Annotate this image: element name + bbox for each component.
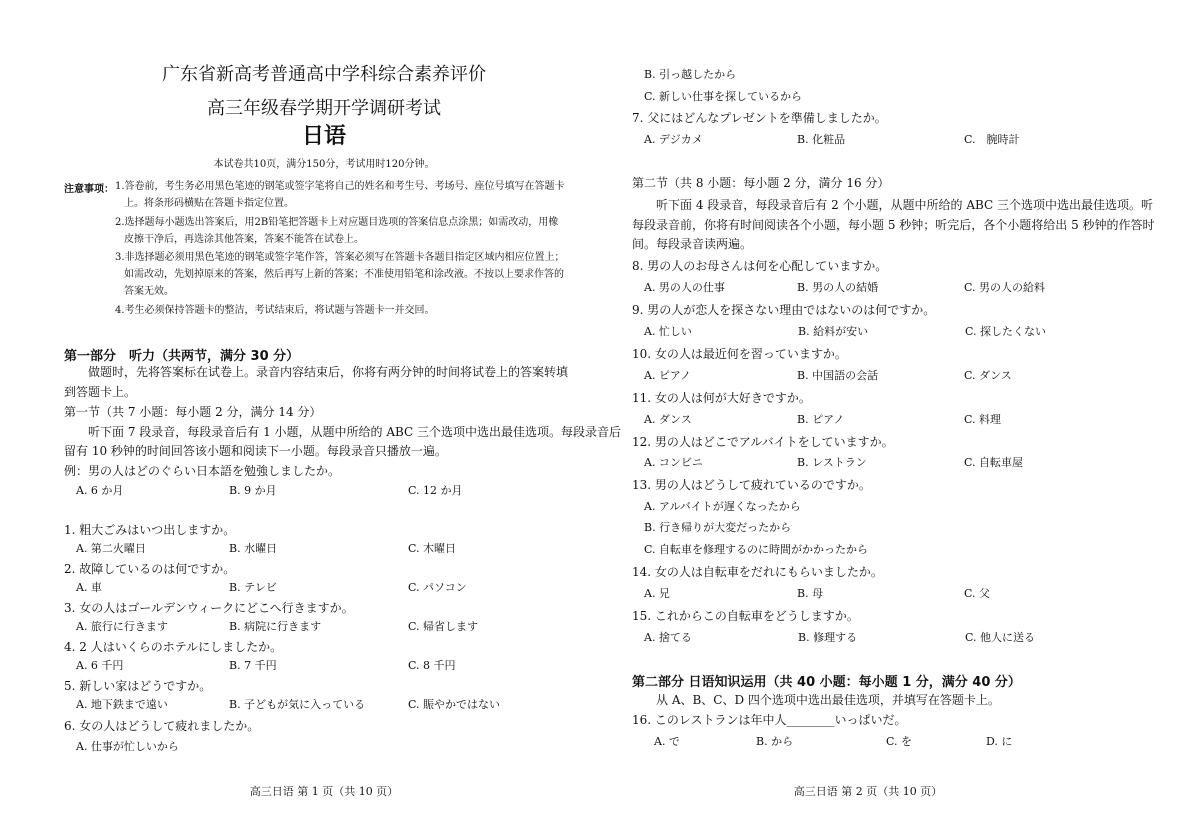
- option: C. ダンス: [964, 369, 1012, 382]
- option: C. 8 千円: [408, 659, 456, 672]
- option: B. 母: [797, 587, 824, 600]
- part2-instructions: 从 A、B、C、D 四个选项中选出最佳选项，并填写在答题卡上。: [656, 693, 1000, 707]
- exam-subtitle: 高三年级春学期开学调研考试: [207, 98, 441, 119]
- option: D. に: [986, 735, 1013, 748]
- question: 14. 女の人は自転車をだれにもらいましたか。: [632, 565, 883, 579]
- page-footer: 高三日语 第 1 页（共 10 页）: [249, 785, 399, 798]
- option: A. コンビニ: [644, 456, 703, 469]
- option: A. 男の人の仕事: [644, 281, 725, 294]
- option: B. 行き帰りが大変だったから: [644, 521, 792, 534]
- exam-info: 本试卷共10页，满分150分，考试用时120分钟。: [213, 159, 435, 170]
- part2-heading: 第二部分 日语知识运用（共 40 小题：每小题 1 分，满分 40 分）: [632, 675, 1021, 690]
- page-footer: 高三日语 第 2 页（共 10 页）: [793, 785, 943, 798]
- question: 3. 女の人はゴールデンウィークにどこへ行きますか。: [64, 601, 354, 615]
- option: A. アルバイトが遅くなったから: [644, 500, 801, 513]
- option: B. 9 か月: [229, 484, 277, 497]
- option: C. 自転車を修理するのに時間がかかったから: [644, 543, 869, 556]
- option: B. ピアノ: [797, 413, 845, 426]
- option: C. 自転車屋: [964, 456, 1024, 469]
- option: B. 化粧品: [797, 133, 846, 146]
- section2-instructions: 间。每段录音读两遍。: [632, 237, 753, 251]
- option: B. 病院に行きます: [229, 620, 322, 633]
- option: A. 旅行に行きます: [76, 620, 168, 633]
- question: 8. 男の人のお母さんは何を心配していますか。: [632, 259, 888, 273]
- option: B. 水曜日: [229, 542, 278, 555]
- page-2: [632, 0, 1155, 832]
- option: A. 忙しい: [644, 325, 692, 338]
- option: A. デジカメ: [644, 133, 703, 146]
- example-question: 例：男の人はどのぐらい日本語を勉強しましたか。: [64, 464, 341, 478]
- subject-title: 日语: [301, 124, 346, 149]
- note-line: 如需改动，先划掉原来的答案，然后再写上新的答案；不准使用铅笔和涂改液。不按以上要求作答的: [124, 269, 564, 280]
- note-line: 4.考生必须保持答题卡的整洁，考试结束后，将试题与答题卡一并交回。: [115, 305, 435, 316]
- option: C. を: [886, 735, 913, 748]
- section2-instructions: 每段录音前，你将有时间阅读各个小题，每小题 5 秒钟；听完后，各个小题将给出 5 秒钟的作答时: [632, 218, 1155, 232]
- question: 6. 女の人はどうして疲れましたか。: [64, 719, 260, 733]
- option: B. 中国語の会話: [797, 369, 879, 382]
- note-line: 3.非选择题必须用黑色笔迹的钢笔或签字笔作答，答案必须写在答题卡各题目指定区域内相应位置上；: [115, 252, 565, 263]
- question: 16. このレストランは年中人________いっぱいだ。: [632, 713, 907, 727]
- option: A. ピアノ: [644, 369, 692, 382]
- option: B. から: [756, 735, 794, 748]
- option: B. テレビ: [229, 581, 277, 594]
- option: C. 新しい仕事を探しているから: [644, 90, 803, 103]
- part1-heading: 第一部分 听力（共两节，满分 30 分）: [64, 349, 300, 364]
- page-1: [64, 0, 622, 832]
- option: B. 給料が安い: [798, 325, 869, 338]
- option: C. 12 か月: [408, 484, 463, 497]
- option: B. 子どもが気に入っている: [229, 698, 366, 711]
- option: A. 地下鉄まで遠い: [76, 698, 168, 711]
- option: B. レストラン: [797, 456, 867, 469]
- option: C. 探したくない: [965, 325, 1047, 338]
- section2-heading: 第二节（共 8 小题：每小题 2 分，満分 16 分）: [632, 176, 890, 190]
- section1-instructions: 听下面 7 段录音，每段录音后有 1 小题，从题中所给的 ABC 三个选项中选出最佳选项。每段录音后: [88, 425, 622, 439]
- section1-heading: 第一节（共 7 小题：每小题 2 分，满分 14 分）: [64, 405, 322, 419]
- notes-label: 注意事项：: [64, 184, 114, 195]
- option: C. 男の人の給料: [964, 281, 1046, 294]
- question: 5. 新しい家はどうですか。: [64, 679, 212, 693]
- option: C. 賑やかではない: [408, 698, 501, 711]
- option: A. 兄: [644, 587, 670, 600]
- option: B. 修理する: [798, 631, 858, 644]
- option: C. パソコン: [408, 581, 467, 594]
- option: A. 捨てる: [644, 631, 692, 644]
- option: B. 男の人の結婚: [797, 281, 879, 294]
- note-line: 皮擦干净后，再选涂其他答案，答案不能答在试卷上。: [124, 234, 364, 245]
- question: 9. 男の人が恋人を探さない理由ではないのは何ですか。: [632, 303, 936, 317]
- question: 4. 2 人はいくらのホテルにしましたか。: [64, 640, 283, 654]
- option: A. 車: [76, 581, 102, 594]
- option: C. 料理: [964, 413, 1002, 426]
- option: A. 第二火曜日: [76, 542, 146, 555]
- part1-intro: 做题时，先将答案标在试卷上。录音内容结束后，你将有两分钟的时间将试卷上的答案转填: [88, 365, 569, 379]
- section2-instructions: 听下面 4 段录音，每段录音后有 2 个小题，从题中所给的 ABC 三个选项中选出最佳选项。听: [656, 198, 1154, 212]
- question: 7. 父にはどんなプレゼントを準備しましたか。: [632, 111, 887, 125]
- question: 1. 粗大ごみはいつ出しますか。: [64, 523, 236, 537]
- option: C. 腕時計: [964, 133, 1020, 146]
- note-line: 1.答卷前，考生务必用黑色笔迹的钢笔或签字笔将自己的姓名和考生号、考场号、座位号填写在答题卡: [115, 181, 565, 192]
- option: C. 他人に送る: [965, 631, 1036, 644]
- note-line: 答案无效。: [124, 286, 174, 297]
- option: A. で: [654, 735, 680, 748]
- exam-title: 广东省新高考普通高中学科综合素养评价: [162, 64, 486, 85]
- section1-instructions: 留有 10 秒钟的时间回答该小题和阅读下一小题。每段录音只播放一遍。: [64, 444, 447, 458]
- option: A. 仕事が忙しいから: [76, 740, 179, 753]
- option: A. ダンス: [644, 413, 692, 426]
- note-line: 2.选择题每小题选出答案后，用2B铅笔把答题卡上对应题目选项的答案信息点涂黑；如需改动，用橡: [115, 217, 559, 228]
- option: C. 帰省します: [408, 620, 479, 633]
- part1-intro: 到答题卡上。: [64, 385, 137, 399]
- option: C. 父: [964, 587, 991, 600]
- option: C. 木曜日: [408, 542, 457, 555]
- option: B. 7 千円: [229, 659, 277, 672]
- option: A. 6 か月: [76, 484, 124, 497]
- option: B. 引っ越したから: [644, 68, 737, 81]
- note-line: 上。将条形码横贴在答题卡指定位置。: [124, 198, 294, 209]
- option: A. 6 千円: [76, 659, 124, 672]
- question: 2. 故障しているのは何ですか。: [64, 562, 236, 576]
- question: 13. 男の人はどうして疲れているのですか。: [632, 478, 871, 492]
- question: 10. 女の人は最近何を習っていますか。: [632, 347, 847, 361]
- question: 12. 男の人はどこでアルバイトをしていますか。: [632, 435, 894, 449]
- question: 15. これからこの自転車をどうしますか。: [632, 609, 859, 623]
- question: 11. 女の人は何が大好きですか。: [632, 391, 811, 405]
